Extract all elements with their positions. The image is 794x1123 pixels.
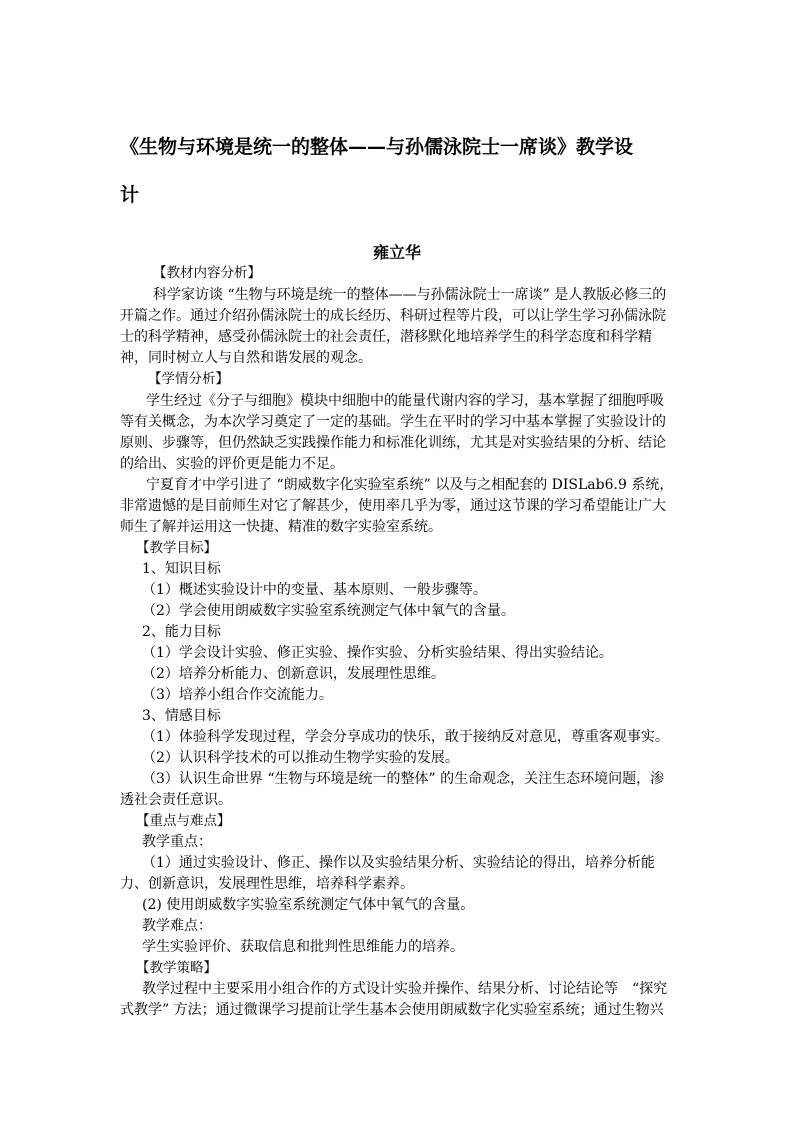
list-item: （2）培养分析能力、创新意识，发展理性思维。	[142, 666, 445, 682]
list-item: （1）体验科学发现过程，学会分享成功的快乐，敢于接纳反对意见，尊重客观事实。	[142, 729, 669, 745]
paragraph-line: 力、创新意识，发展理性思维，培养科学素养。	[120, 876, 414, 892]
list-item: （2）认识科学技术的可以推动生物学实验的发展。	[142, 750, 459, 766]
paragraph-line: 教学过程中主要采用小组合作的方式设计实验并操作、结果分析、讨论结论等 “探究	[142, 981, 668, 997]
section-heading-student-analysis: 【学情分析】	[148, 371, 229, 387]
section-heading-objectives: 【教学目标】	[136, 540, 217, 556]
list-item: 2、能力目标	[142, 624, 221, 640]
paragraph-line: 科学家访谈 “生物与环境是统一的整体——与孙儒泳院士一席谈” 是人教版必修三的	[153, 287, 667, 303]
section-heading-strategy: 【教学策略】	[136, 960, 217, 976]
list-item: （3）培养小组合作交流能力。	[142, 687, 333, 703]
paragraph-line: 学生实验评价、获取信息和批判性思维能力的培养。	[142, 939, 464, 955]
paragraph-line: 原则、步骤等，但仍然缺乏实践操作能力和标准化训练，尤其是对实验结果的分析、结论	[120, 435, 666, 451]
paragraph-line: 神，同时树立人与自然和谐发展的观念。	[120, 350, 372, 366]
paragraph-line: 学生经过《分子与细胞》模块中细胞中的能量代谢内容的学习，基本掌握了细胞呼吸	[146, 393, 664, 409]
paragraph-line: （1）通过实验设计、修正、操作以及实验结果分析、实验结论的得出，培养分析能	[142, 855, 655, 871]
paragraph-line: 教学难点：	[142, 918, 212, 934]
paragraph-line: 式教学” 方法；通过微课学习提前让学生基本会使用朗威数字化实验室系统；通过生物兴	[120, 1002, 664, 1018]
paragraph-line: 士的科学精神，感受孙儒泳院士的社会责任，潜移默化地培养学生的科学态度和科学精	[120, 329, 652, 345]
section-heading-content-analysis: 【教材内容分析】	[153, 265, 261, 281]
list-item: （2）学会使用朗威数字实验室系统测定气体中氧气的含量。	[142, 603, 515, 619]
paragraph-line: (2) 使用朗威数字实验室系统测定气体中氧气的含量。	[142, 897, 475, 913]
list-item: （1）学会设计实验、修正实验、操作实验、分析实验结果、得出实验结论。	[142, 645, 613, 661]
list-item: （1）概述实验设计中的变量、基本原则、一般步骤等。	[142, 582, 487, 598]
paragraph-line: 非常遗憾的是目前师生对它了解甚少，使用率几乎为零，通过这节课的学习希望能让广大	[120, 498, 666, 514]
paragraph-line: 开篇之作。通过介绍孙儒泳院士的成长经历、科研过程等片段，可以让学生学习孙儒泳院	[120, 308, 666, 324]
document-title-line-2: 计	[120, 184, 140, 206]
list-item: 3、情感目标	[142, 708, 221, 724]
list-item: （3）认识生命世界 “生物与环境是统一的整体” 的生命观念，关注生态环境问题，渗	[142, 771, 665, 787]
paragraph-line: 师生了解并运用这一快捷、精准的数字实验室系统。	[120, 519, 442, 535]
section-heading-key-points: 【重点与难点】	[136, 813, 231, 829]
paragraph-line: 教学重点：	[142, 834, 212, 850]
document-title-line-1: 《生物与环境是统一的整体——与孙儒泳院士一席谈》教学设	[120, 136, 634, 158]
paragraph-line: 的给出、实验的评价更是能力不足。	[120, 456, 344, 472]
list-item: 1、知识目标	[142, 561, 221, 577]
paragraph-line: 等有关概念，为本次学习奠定了一定的基础。学生在平时的学习中基本掌握了实验设计的	[120, 414, 666, 430]
paragraph-line: 宁夏育才中学引进了 “朗威数字化实验室系统” 以及与之相配套的 DISLab6.9 系统，	[146, 477, 674, 493]
list-item: 透社会责任意识。	[120, 792, 232, 808]
author-name: 雍立华	[372, 243, 421, 262]
